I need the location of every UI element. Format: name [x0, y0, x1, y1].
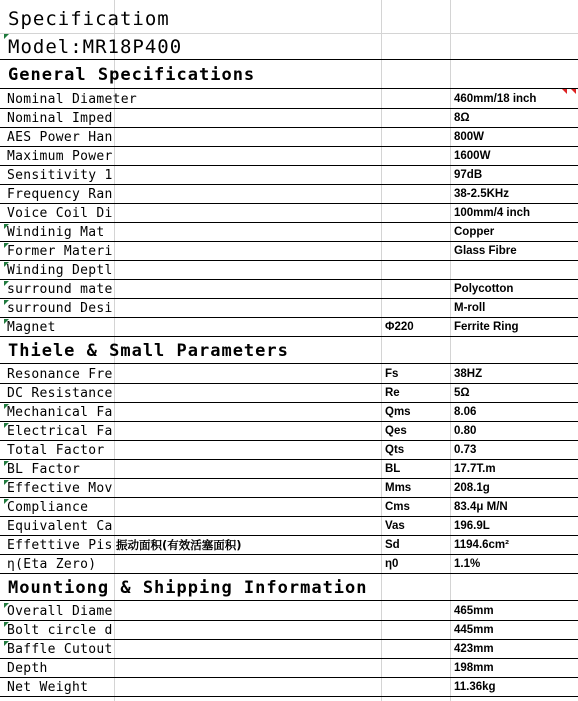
- table-row[interactable]: [0, 479, 578, 498]
- parameter-label: Maximum Power: [7, 149, 113, 164]
- parameter-note: 振动面积(有效活塞面积): [116, 538, 242, 552]
- table-row[interactable]: [0, 602, 578, 621]
- parameter-value: 198mm: [454, 662, 494, 674]
- section-header-general[interactable]: [0, 62, 578, 89]
- parameter-label: Net Weight: [7, 680, 89, 695]
- parameter-value: 1.1%: [454, 558, 481, 570]
- section-header-thiele[interactable]: [0, 338, 578, 364]
- parameter-value: Copper: [454, 226, 495, 238]
- parameter-symbol: [385, 299, 449, 317]
- parameter-label: Mechanical Fa: [7, 405, 113, 420]
- parameter-value: 38HZ: [454, 368, 483, 380]
- parameter-label: Total Factor: [7, 443, 105, 458]
- parameter-label: Winding Deptl: [7, 263, 113, 278]
- parameter-symbol: [385, 640, 449, 658]
- parameter-label: surround Desi: [7, 301, 113, 316]
- parameter-value: Glass Fibre: [454, 245, 517, 257]
- table-row[interactable]: [0, 280, 578, 299]
- parameter-label: Effettive Pis: [7, 538, 113, 553]
- error-indicator-icon: [4, 281, 9, 286]
- table-row[interactable]: [0, 460, 578, 479]
- table-row[interactable]: [0, 536, 578, 555]
- parameter-value: 5Ω: [454, 387, 470, 399]
- parameter-symbol: Mms: [385, 482, 412, 494]
- error-indicator-icon: [4, 262, 9, 267]
- error-indicator-icon: [4, 603, 9, 608]
- parameter-label: Overall Diame: [7, 604, 113, 619]
- parameter-value: 17.7T.m: [454, 463, 496, 475]
- parameter-label: Electrical Fa: [7, 424, 113, 439]
- parameter-value: 1194.6cm²: [454, 539, 509, 551]
- parameter-value: Ferrite Ring: [454, 321, 519, 333]
- parameter-symbol: Φ220: [385, 321, 414, 333]
- parameter-label: Frequency Ran: [7, 187, 113, 202]
- error-indicator-icon: [4, 622, 9, 627]
- parameter-label: Magnet: [7, 320, 56, 335]
- parameter-value: 445mm: [454, 624, 494, 636]
- parameter-value: 465mm: [454, 605, 494, 617]
- table-row[interactable]: [0, 261, 578, 280]
- table-row[interactable]: [0, 384, 578, 403]
- table-row[interactable]: [0, 223, 578, 242]
- table-row[interactable]: [0, 498, 578, 517]
- error-indicator-icon: [4, 499, 9, 504]
- table-row[interactable]: [0, 128, 578, 147]
- table-row[interactable]: [0, 403, 578, 422]
- parameter-value: 208.1g: [454, 482, 490, 494]
- error-indicator-icon: [4, 423, 9, 428]
- parameter-value: 460mm/18 inch: [454, 93, 537, 105]
- error-indicator-icon: [4, 300, 9, 305]
- parameter-value: 8Ω: [454, 112, 470, 124]
- parameter-symbol: [385, 185, 449, 203]
- parameter-value: 196.9L: [454, 520, 490, 532]
- parameter-symbol: [385, 128, 449, 146]
- table-row[interactable]: [0, 555, 578, 574]
- parameter-label: Equivalent Ca: [7, 519, 113, 534]
- parameter-symbol: [385, 261, 449, 279]
- parameter-symbol: Qts: [385, 444, 405, 456]
- parameter-value: 11.36kg: [454, 681, 496, 693]
- sheet-title: Specificatiom: [8, 8, 170, 30]
- error-indicator-icon: [4, 480, 9, 485]
- parameter-symbol: [385, 204, 449, 222]
- parameter-label: Voice Coil Di: [7, 206, 113, 221]
- table-row[interactable]: [0, 185, 578, 204]
- parameter-symbol: Sd: [385, 539, 400, 551]
- parameter-label: Baffle Cutout: [7, 642, 113, 657]
- table-row[interactable]: [0, 299, 578, 318]
- parameter-value: M-roll: [454, 302, 486, 314]
- table-row[interactable]: [0, 659, 578, 678]
- parameter-value: Polycotton: [454, 283, 514, 295]
- parameter-symbol: Qes: [385, 425, 407, 437]
- table-row[interactable]: [0, 640, 578, 659]
- error-indicator-icon: [4, 224, 9, 229]
- parameter-symbol: [385, 659, 449, 677]
- model-row[interactable]: [0, 34, 578, 60]
- parameter-value: [454, 261, 574, 279]
- error-indicator-icon: [4, 404, 9, 409]
- error-indicator-icon: [4, 461, 9, 466]
- parameter-label: Depth: [7, 661, 48, 676]
- table-row[interactable]: [0, 166, 578, 185]
- parameter-symbol: [385, 602, 449, 620]
- parameter-symbol: [385, 223, 449, 241]
- table-row[interactable]: [0, 109, 578, 128]
- parameter-label: Resonance Fre: [7, 367, 113, 382]
- parameter-label: η(Eta Zero): [7, 557, 97, 572]
- parameter-label: DC Resistance: [7, 386, 113, 401]
- parameter-symbol: [385, 147, 449, 165]
- parameter-symbol: [385, 678, 449, 696]
- parameter-label: Compliance: [7, 500, 89, 515]
- parameter-symbol: BL: [385, 463, 401, 475]
- parameter-symbol: Cms: [385, 501, 410, 513]
- table-row[interactable]: [0, 365, 578, 384]
- table-row[interactable]: [0, 318, 578, 337]
- parameter-symbol: [385, 90, 449, 108]
- parameter-value: 423mm: [454, 643, 494, 655]
- table-row[interactable]: [0, 441, 578, 460]
- error-indicator-icon: [4, 243, 9, 248]
- parameter-symbol: [385, 621, 449, 639]
- parameter-label: Effective Mov: [7, 481, 113, 496]
- title-row[interactable]: [0, 6, 578, 33]
- parameter-symbol: Qms: [385, 406, 411, 418]
- table-row[interactable]: [0, 204, 578, 223]
- table-row[interactable]: [0, 147, 578, 166]
- parameter-label: Former Materi: [7, 244, 113, 259]
- parameter-symbol: [385, 242, 449, 260]
- parameter-value: 800W: [454, 131, 485, 143]
- section-title: Thiele & Small Parameters: [8, 341, 289, 361]
- table-row[interactable]: [0, 517, 578, 536]
- parameter-value: 1600W: [454, 150, 491, 162]
- parameter-value: 0.73: [454, 444, 477, 456]
- parameter-value: 38-2.5KHz: [454, 188, 509, 200]
- error-indicator-icon: [4, 319, 9, 324]
- error-indicator-icon: [4, 641, 9, 646]
- parameter-symbol: [385, 166, 449, 184]
- parameter-label: Nominal Imped: [7, 111, 113, 126]
- parameter-value: 8.06: [454, 406, 477, 418]
- parameter-label: surround mate: [7, 282, 113, 297]
- section-title: Mountiong & Shipping Information: [8, 578, 368, 598]
- table-row[interactable]: [0, 90, 578, 109]
- table-row[interactable]: [0, 678, 578, 697]
- section-title: General Specifications: [8, 65, 256, 85]
- parameter-label: Windinig Mat: [7, 225, 105, 240]
- model-name: Model:MR18P400: [8, 36, 183, 58]
- table-row[interactable]: [0, 422, 578, 441]
- section-header-mounting[interactable]: [0, 575, 578, 601]
- parameter-label: Nominal Diameter: [7, 92, 138, 107]
- parameter-symbol: [385, 280, 449, 298]
- parameter-symbol: Re: [385, 387, 400, 399]
- parameter-symbol: η0: [385, 558, 399, 570]
- parameter-label: Sensitivity 1: [7, 168, 113, 183]
- parameter-label: BL Factor: [7, 462, 81, 477]
- table-row[interactable]: [0, 242, 578, 261]
- parameter-symbol: Fs: [385, 368, 399, 380]
- parameter-value: 97dB: [454, 169, 483, 181]
- parameter-value: 0.80: [454, 425, 477, 437]
- table-row[interactable]: [0, 621, 578, 640]
- parameter-label: AES Power Han: [7, 130, 113, 145]
- parameter-symbol: [385, 109, 449, 127]
- parameter-symbol: Vas: [385, 520, 405, 532]
- parameter-label: Bolt circle d: [7, 623, 113, 638]
- parameter-value: 100mm/4 inch: [454, 207, 531, 219]
- parameter-value: 83.4μ M/N: [454, 501, 508, 513]
